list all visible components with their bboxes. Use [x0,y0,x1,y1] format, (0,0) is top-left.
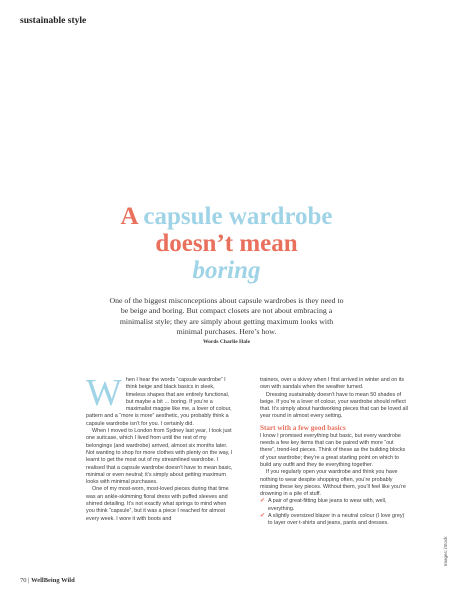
page-number: 70 [20,577,27,584]
body-paragraph: Dressing sustainably doesn’t have to mean 50 shades of beige. If you’re a lover of colour, your wardrobe should reflect that. It’s simply about hardworking pieces that can be loved all year round in almost every setting. [260,391,408,420]
body-paragraph [86,372,234,428]
body-column-2 [260,377,408,528]
footer-separator: | [28,577,30,584]
body-paragraph: One of my most-worn, most-loved pieces during that time was an ankle-skimming floral dress with puffed sleeves and shirred detailing. It’s not exactly what springs to mind when you think “capsule”, but it was a piece I reached for almost every week. I wore it with boots and [86,486,229,522]
headline-capsule: capsule wardrobe [143,203,333,230]
body-paragraph: I know I promised everything but basic, but every wardrobe needs a few key items that can be paired with more “out there”, trend-led pieces. Think of these as the building blocks of your wardrobe; they’re a great starting point on which to build any outfit and they tie everything together. [260,432,406,468]
list-item-text: A slightly oversized blazer in a neutral colour (I love grey) to layer over t-shirts and jeans, pants and dresses. [268,513,405,527]
photo-credit: Images: iStock [443,536,448,566]
headline [0,203,453,284]
magazine-name: WellBeing Wild [31,577,75,584]
headline-boring: boring [192,257,261,284]
body-paragraph: When I moved to London from Sydney last year, I took just one suitcase, which I lived from until the rest of my belongings (and wardrobe) arrived, almost six months later. Not wanting to shop for more clothes with plenty on the way, I learnt to get the most out of my streamlined wardrobe. I realised that a capsule wardrobe doesn’t have to mean basic, minimal or even neutral; it’s simply about getting maximum looks with minimal purchases. [86,428,233,486]
list-item [260,498,408,513]
list-item-text: A pair of great-fitting blue jeans to wear with, well, everything. [268,498,387,512]
standfirst: One of the biggest misconceptions about capsule wardrobes is they need to be beige and boring. But compact closets are not about embracing a minimalist style; they are simply about getting maximum looks with minimal purchases. Here’s how. [109,296,344,337]
byline: Words Charlie Hale [202,339,251,345]
page-footer [20,577,75,584]
section-label: sustainable style [20,16,87,26]
headline-line-1 [0,203,453,230]
tick-list [260,498,408,527]
check-icon: ✔ [260,498,266,505]
list-item [260,513,408,528]
drop-cap: W [86,372,122,414]
body-paragraph: If you regularly open your wardrobe and think you have nothing to wear despite shopping often, you’re probably missing these key pieces. Without them, you’ll feel like you’re drowning in a pile of stuff. [260,469,406,498]
check-icon: ✔ [260,513,266,520]
body-paragraph: trainers, over a skivvy when I first arrived in winter and on its own with sandals when the weather turned. [260,377,405,391]
paragraph-text: hen I hear the words “capsule wardrobe” I think beige and black basics in sleek, timeless shapes that are entirely functional, but maybe a bit … boring. If you’re a maximalist magpie like me, a lover of colour, pattern and a “more is more” aesthetic, you probably think a capsule wardrobe isn’t for you. I certainly did. [86,377,232,427]
headline-article: A [120,203,138,230]
subheading: Start with a few good basics [260,423,346,432]
headline-line-2: doesn’t mean [155,230,298,257]
body-column-1 [86,372,234,523]
